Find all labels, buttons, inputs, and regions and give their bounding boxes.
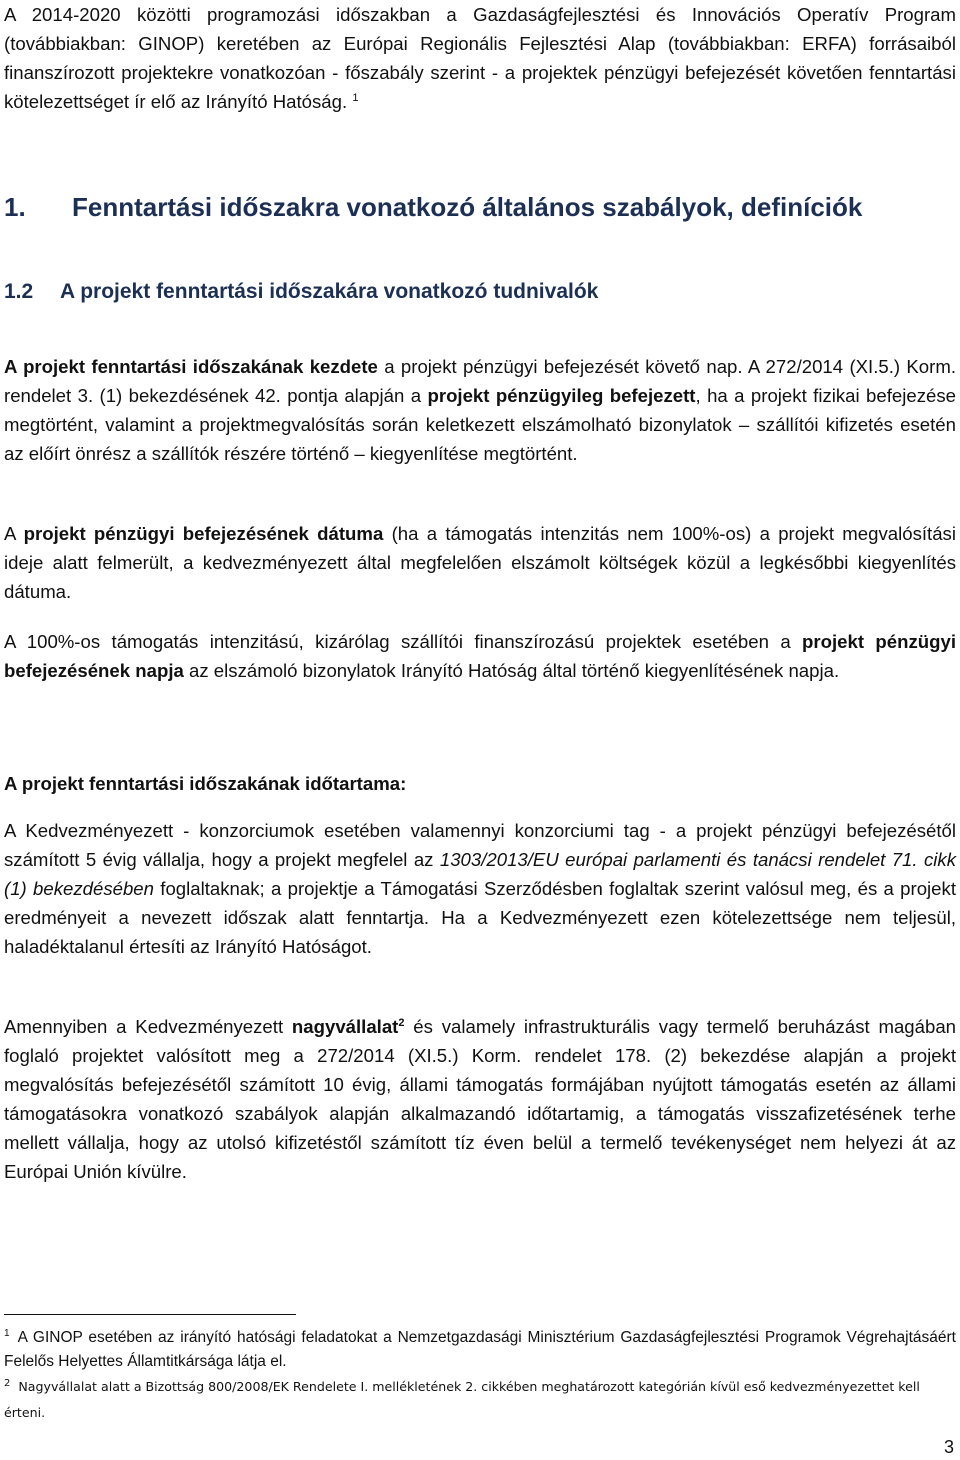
paragraph-text: A Kedvezményezett - konzorciumok esetében valamennyi konzorciumi tag - a projekt pénzügyi befejezésétől számított 5 évig vállalja, hogy a projekt megfelel az [4, 820, 956, 870]
maintenance-start-term: A projekt fenntartási időszakának kezdete [4, 356, 378, 377]
full-support-paragraph [4, 627, 956, 685]
paragraph-text: (ha a támogatás intenzitás nem 100%-os) a projekt megvalósítási ideje alatt felmerült, a kedvezményezett által megfelelően elszámolt költségek közül a legkésőbbi kiegyenlítés dátuma. [4, 523, 956, 602]
paragraph-text: A [4, 523, 24, 544]
footnote-text: Nagyvállalat alatt a Bizottság 800/2008/EK Rendelete I. mellékletének 2. cikkében meghatározott kategórián kívül eső kedvezményezettet kell érteni. [4, 1379, 920, 1420]
footnote-number: 2 [4, 1377, 11, 1389]
footnote-number: 1 [4, 1327, 10, 1339]
page-number: 3 [943, 1437, 954, 1457]
footnote-1 [4, 1326, 956, 1374]
footnote-text: A GINOP esetében az irányító hatósági feladatokat a Nemzetgazdasági Minisztérium Gazdaságfejlesztési Programok Végrehajtásáért Felelős Helyettes Államtitkársága látja el. [4, 1329, 956, 1370]
financial-completion-date-term: projekt pénzügyi befejezésének dátuma [23, 523, 384, 544]
financial-completion-date-paragraph [4, 519, 956, 606]
section-title: Fenntartási időszakra vonatkozó általános szabályok, definíciók [72, 192, 863, 222]
large-enterprise-paragraph [4, 1012, 956, 1186]
footnote-2 [4, 1374, 956, 1426]
intro-text: A 2014-2020 közötti programozási időszakban a Gazdaságfejlesztési és Innovációs Operatív Program (továbbiakban: GINOP) keretében az Európai Regionális Fejlesztési Alap (továbbiakban: ERFA) forrásaiból finanszírozott projektekre vonatkozóan - főszabály szerint - a projektek pénzügyi befejezését követően fenntartási kötelezettséget ír elő az Irányító Hatóság. [4, 4, 956, 112]
financially-completed-term: projekt pénzügyileg befejezett [427, 385, 696, 406]
subsection-title: A projekt fenntartási időszakára vonatkozó tudnivalók [60, 280, 599, 303]
large-enterprise-term: nagyvállalat [291, 1016, 399, 1037]
duration-subheading [4, 769, 956, 798]
paragraph-text: az elszámoló bizonylatok Irányító Hatóság által történő kiegyenlítésének napja. [183, 660, 840, 681]
footnote-ref-2[interactable]: 2 [398, 1016, 405, 1029]
intro-paragraph [4, 0, 956, 116]
paragraph-text: foglaltaknak; a projektje a Támogatási Szerződésben foglaltak szerint valósul meg, és a projekt eredményeit a nevezett időszak alatt fenntartja. Ha a Kedvezményezett ezen kötelezettsége nem teljesül, haladéktalanul értesíti az Irányító Hatóságot. [4, 878, 956, 957]
subsection-number: 1.2 [4, 280, 34, 303]
section-heading-1 [4, 190, 956, 224]
maintenance-start-paragraph [4, 352, 956, 468]
duration-subheading-text: A projekt fenntartási időszakának időtartama: [4, 773, 407, 794]
footnote-divider [4, 1314, 296, 1315]
section-number: 1. [4, 192, 26, 222]
paragraph-text: Amennyiben a Kedvezményezett [4, 1016, 292, 1037]
duration-paragraph [4, 816, 956, 961]
paragraph-text: A 100%-os támogatás intenzitású, kizárólag szállítói finanszírozású projektek esetében a [4, 631, 803, 652]
regulation-reference: 1303/2013/EU európai parlamenti és tanácsi rendelet 71. cikk (1) bekezdésében [4, 849, 956, 899]
paragraph-text: , ha a projekt fizikai befejezése megtörtént, valamint a projektmegvalósítás során keletkezett elszámolható bizonylatok – szállítói kifizetés esetén az előírt önrész a szállítók részére történő – kiegyenlítése megtörtént. [4, 385, 956, 464]
subsection-heading-1-2 [4, 278, 956, 306]
financial-completion-day-term: projekt pénzügyi befejezésének napja [4, 631, 956, 681]
paragraph-text: és valamely infrastrukturális vagy termelő beruházást magában foglaló projektet valósított meg a 272/2014 (XI.5.) Korm. rendelet 178. (2) bekezdése alapján a projekt megvalósítás befejezésétől számított 10 évig, állami támogatás formájában nyújtott támogatás esetén az állami támogatásokra vonatkozó szabályok alapján alkalmazandó időtartamig, a támogatás visszafizetésének terhe mellett vállalja, hogy az utolsó kifizetéstől számított tíz éven belül a termelő tevékenységet nem helyezi át az Európai Unión kívülre. [4, 1016, 956, 1182]
footnote-ref-1[interactable]: 1 [352, 91, 359, 104]
paragraph-text: a projekt pénzügyi befejezését követő nap. A 272/2014 (XI.5.) Korm. rendelet 3. (1) bekezdésének 42. pontja alapján a [4, 356, 956, 406]
